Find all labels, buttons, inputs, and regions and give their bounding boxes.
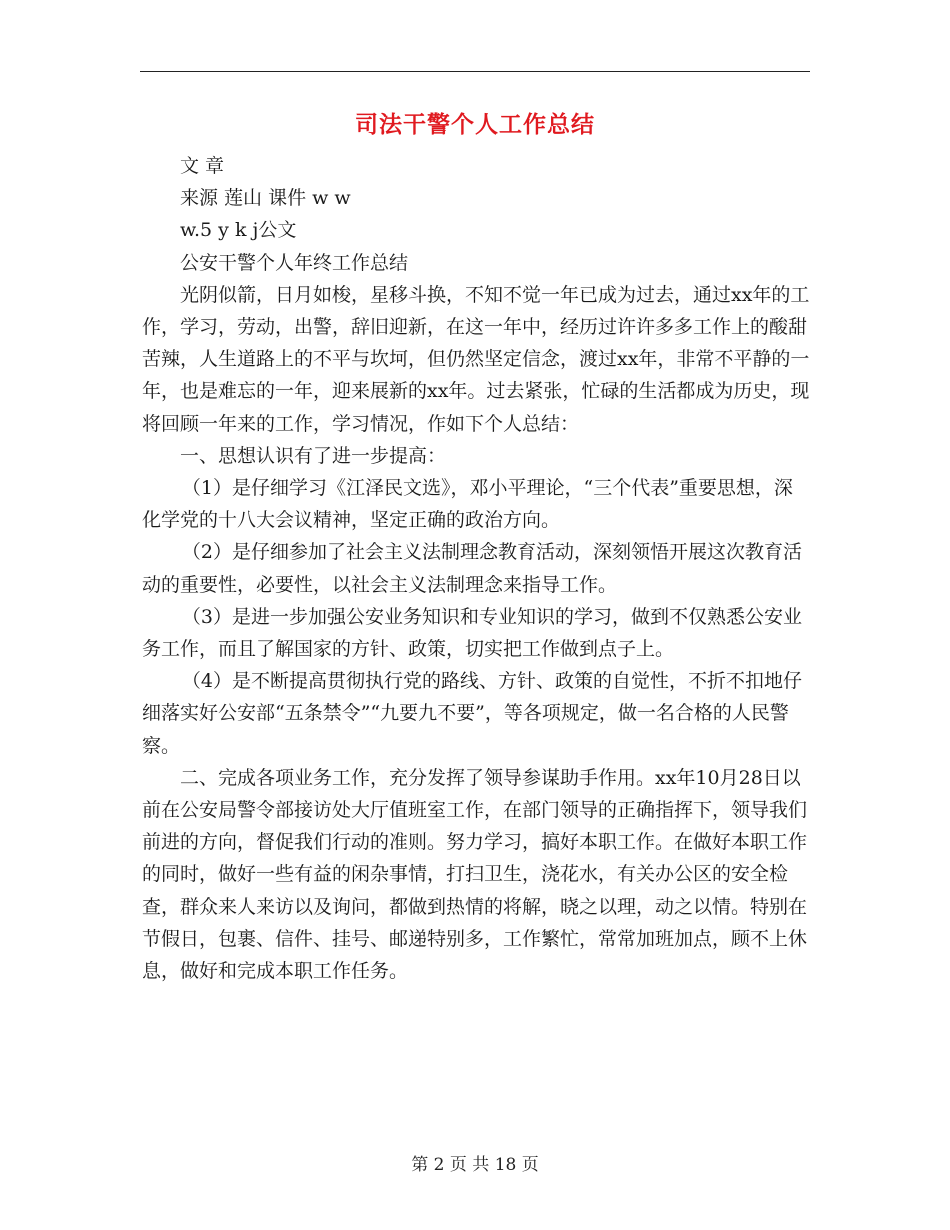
document-body (142, 150, 810, 987)
section-heading-1: 一、思想认识有了进一步提高： (180, 444, 447, 467)
item-paragraph-3: （3）是进一步加强公安业务知识和专业知识的学习，做到不仅熟悉公安业务工作，而且了解国家的方针、政策，切实把工作做到点子上。 (142, 605, 802, 661)
source-line-3: w.5 y k j公文 (180, 219, 297, 242)
document-title: 司法干警个人工作总结 (355, 112, 595, 138)
item-paragraph-2: （2）是仔细参加了社会主义法制理念教育活动，深刻领悟开展这次教育活动的重要性，必要性，以社会主义法制理念来指导工作。 (142, 541, 802, 596)
header-rule (140, 71, 810, 72)
source-line-1: 文 章 (180, 155, 225, 177)
subtitle: 公安干警个人年终工作总结 (180, 251, 409, 274)
page-number: 第 2 页 共 18 页 (411, 1155, 539, 1175)
section-paragraph-2: 二、完成各项业务工作，充分发挥了领导参谋助手作用。xx年10月28日以前在公安局警令部接访处大厅值班室工作，在部门领导的正确指挥下，领导我们前进的方向，督促我们行动的准则。努力学习，搞好本职工作。在做好本职工作的同时，做好一些有益的闲杂事情，打扫卫生，浇花水，有关办公区的安全检查，群众来人来访以及询问，都做到热情的将解，晓之以理，动之以情。特别在节假日，包裹、信件、挂号、邮递特别多，工作繁忙，常常加班加点，顾不上休息，做好和完成本职工作任务。 (142, 766, 808, 983)
intro-paragraph: 光阴似箭，日月如梭，星移斗换，不知不觉一年已成为过去，通过xx年的工作，学习，劳动，出警，辞旧迎新，在这一年中，经历过许许多多工作上的酸甜苦辣，人生道路上的不平与坎坷，但仍然坚定信念，渡过xx年，非常不平静的一年，也是难忘的一年，迎来展新的xx年。过去紧张，忙碌的生活都成为历史，现将回顾一年来的工作，学习情况，作如下个人总结： (142, 283, 810, 435)
item-paragraph-4: （4）是不断提高贯彻执行党的路线、方针、政策的自觉性，不折不扣地仔细落实好公安部“五条禁令”“九要九不要”，等各项规定，做一名合格的人民警察。 (142, 670, 802, 757)
item-paragraph-1: （1）是仔细学习《江泽民文选》，邓小平理论，“三个代表”重要思想，深化学党的十八大会议精神，坚定正确的政治方向。 (142, 477, 793, 532)
source-line-2: 来源 莲山 课件 w w (180, 187, 351, 210)
